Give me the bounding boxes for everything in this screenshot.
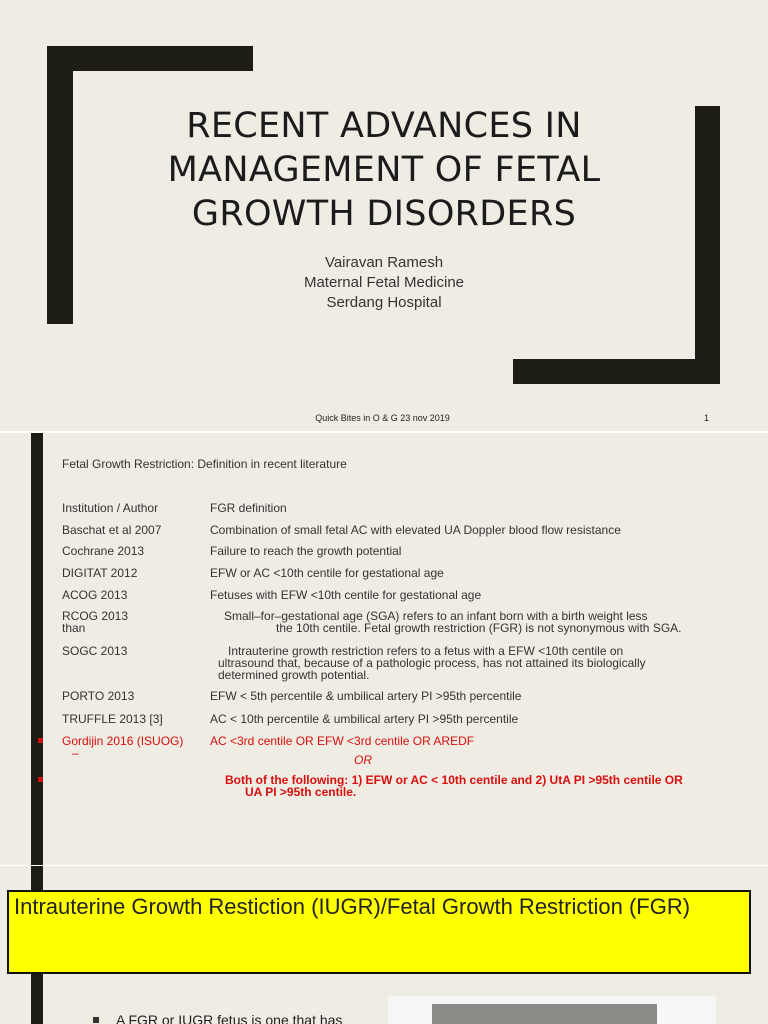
frame-bar-top-left-vertical [47, 46, 73, 324]
final-definition-line: UA PI >95th centile. [245, 785, 357, 799]
bullet-text: A FGR or IUGR fetus is one that has [116, 1012, 343, 1024]
row-author [62, 735, 202, 759]
row-author: DIGITAT 2012 [62, 566, 138, 580]
row-definition: EFW < 5th percentile & umbilical artery PI >95th percentile [210, 689, 522, 703]
row-definition [210, 645, 750, 681]
row-definition-line: ultrasound that, because of a pathologic process, has not attained its biologically [218, 656, 646, 670]
slide-subtitle [184, 253, 584, 313]
frame-bar-bottom-right-vertical [695, 106, 720, 384]
author-department: Maternal Fetal Medicine [303, 274, 465, 291]
row-author [62, 610, 202, 634]
bullet-marker [93, 1017, 99, 1023]
row-definition: Fetuses with EFW <10th centile for gestational age [210, 588, 482, 602]
accent-bar [31, 433, 43, 865]
page-number: 1 [704, 413, 710, 423]
row-definition-line: determined growth potential. [218, 668, 370, 682]
column-header-definition: FGR definition [210, 501, 287, 515]
slide-title-box: Intrauterine Growth Restiction (IUGR)/Fetal Growth Restriction (FGR) [7, 890, 751, 974]
row-definition: AC < 10th percentile & umbilical artery PI >95th percentile [210, 712, 519, 726]
author-name: Vairavan Ramesh [324, 254, 444, 271]
slide-heading: Fetal Growth Restriction: Definition in recent literature [62, 457, 347, 471]
row-author: Baschat et al 2007 [62, 523, 162, 537]
slide-title [120, 104, 648, 236]
row-definition: AC <3rd centile OR EFW <3rd centile OR AREDF [210, 734, 475, 748]
row-definition-line: Intrauterine growth restriction refers to a fetus with a EFW <10th centile on [228, 644, 624, 658]
or-separator: OR [354, 753, 372, 767]
title-line: GROWTH DISORDERS [191, 194, 577, 234]
row-author: Cochrane 2013 [62, 544, 145, 558]
row-definition-line: the 10th centile. Fetal growth restriction (FGR) is not synonymous with SGA. [276, 621, 682, 635]
slide-image [388, 996, 716, 1024]
title-line: MANAGEMENT OF FETAL [167, 150, 601, 190]
slide-footer: Quick Bites in O & G 23 nov 2019 [315, 413, 450, 423]
red-bullet-marker [38, 777, 43, 782]
row-author-line: than [62, 621, 86, 635]
row-definition: EFW or AC <10th centile for gestational age [210, 566, 444, 580]
row-definition-line: Small–for–gestational age (SGA) refers to an infant born with a birth weight less [224, 609, 648, 623]
row-author: TRUFFLE 2013 [3] [62, 712, 163, 726]
final-definition [225, 774, 745, 798]
author-hospital: Serdang Hospital [326, 294, 442, 311]
column-header-author: Institution / Author [62, 501, 159, 515]
title-slide [0, 0, 768, 431]
final-definition-line: Both of the following: 1) EFW or AC < 10th centile and 2) UtA PI >95th centile OR [225, 773, 683, 787]
row-author: SOGC 2013 [62, 644, 128, 658]
red-bullet-marker [38, 738, 43, 743]
frame-bar-top-left-horizontal [47, 46, 253, 71]
iugr-slide [0, 866, 768, 1024]
row-author-line: Gordijin 2016 (ISUOG) [62, 734, 184, 748]
row-definition: Failure to reach the growth potential [210, 544, 402, 558]
row-author: ACOG 2013 [62, 588, 128, 602]
row-definition [210, 610, 750, 634]
frame-bar-bottom-right-horizontal [513, 359, 720, 384]
image-content [432, 1004, 657, 1024]
row-definition: Combination of small fetal AC with elevated UA Doppler blood flow resistance [210, 523, 621, 537]
row-author: PORTO 2013 [62, 689, 135, 703]
definitions-slide [0, 433, 768, 865]
row-author-line: RCOG 2013 [62, 609, 129, 623]
title-line: RECENT ADVANCES IN [186, 106, 582, 146]
row-author-line: – [72, 746, 79, 760]
